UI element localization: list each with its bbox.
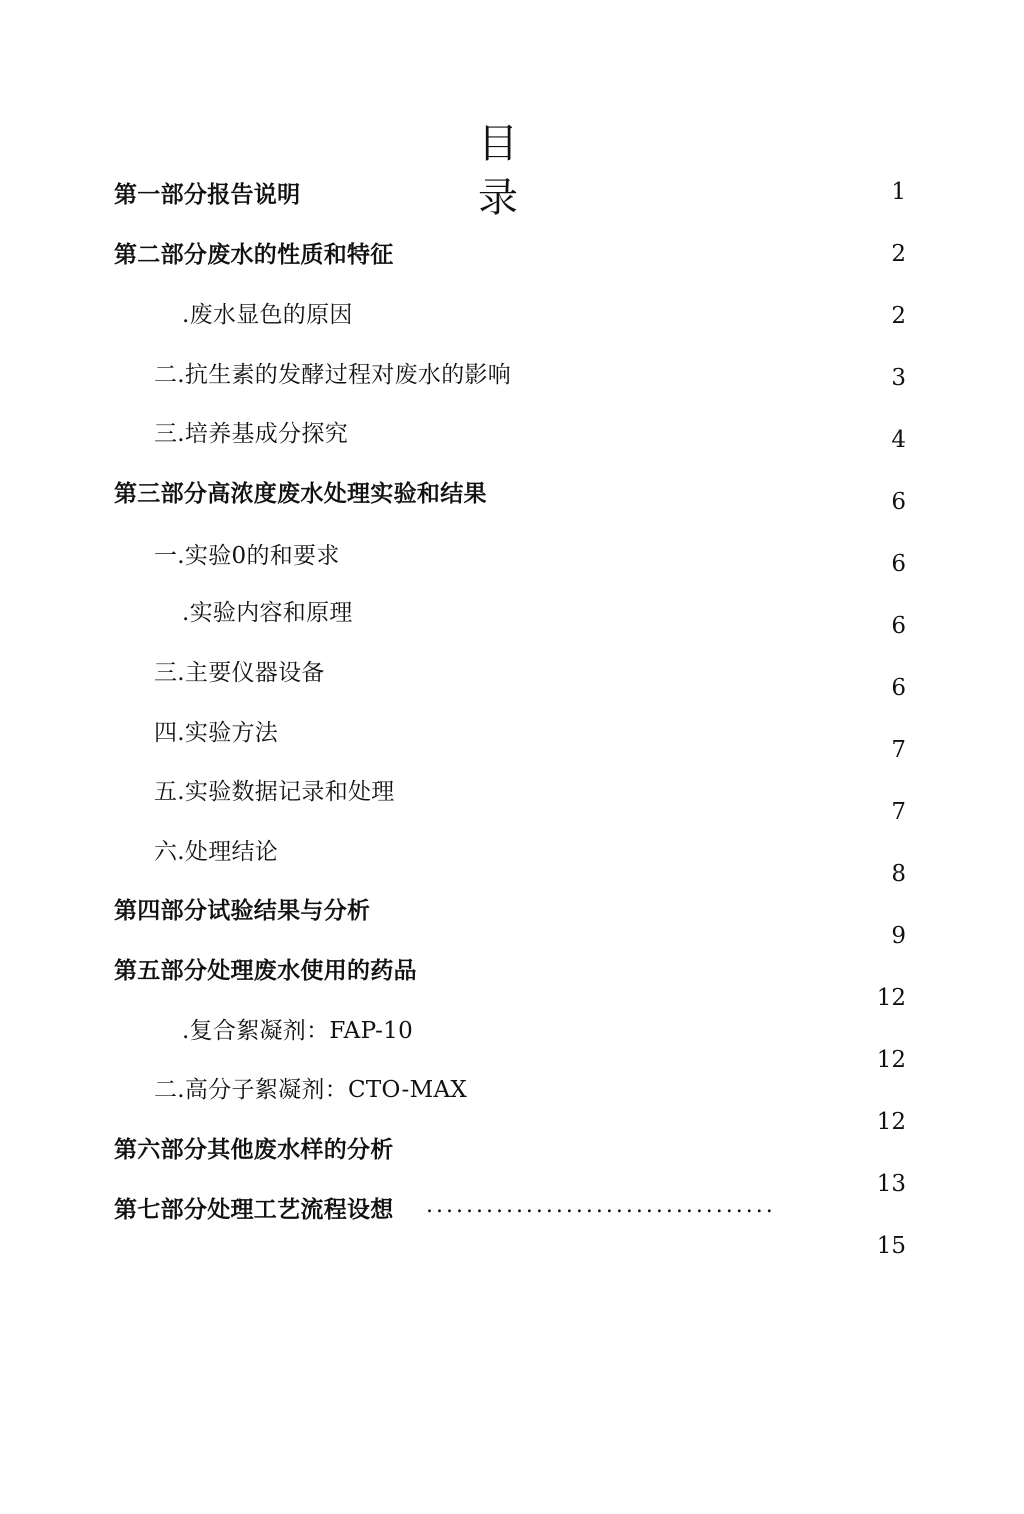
page-number: 6 — [891, 675, 906, 701]
page-number: 2 — [891, 241, 906, 267]
toc-entry-part3-sec2[interactable]: .实验内容和原理 — [182, 600, 353, 626]
toc-entry-part4[interactable]: 第四部分试验结果与分析 — [114, 897, 371, 924]
toc-entry-part2[interactable]: 第二部分废水的性质和特征 — [114, 241, 394, 268]
page-number: 6 — [891, 489, 906, 515]
toc-entry-part3-sec5[interactable]: 五.实验数据记录和处理 — [154, 779, 395, 805]
leader-dots: ................................... — [426, 1193, 776, 1218]
page-number: 9 — [891, 923, 906, 949]
toc-entry-part3-sec6[interactable]: 六.处理结论 — [154, 839, 279, 865]
page-number: 2 — [891, 303, 906, 329]
page-number: 13 — [876, 1171, 906, 1197]
toc-title-char-2: 录 — [478, 175, 518, 221]
page-number: 7 — [891, 799, 906, 825]
toc-entry-part7[interactable]: 第七部分处理工艺流程设想 — [114, 1196, 394, 1223]
page-number: 7 — [891, 737, 906, 763]
page-number: 12 — [876, 1109, 906, 1135]
page-number: 12 — [876, 985, 906, 1011]
toc-entry-part5[interactable]: 第五部分处理废水使用的药品 — [114, 957, 417, 984]
page-number: 4 — [891, 427, 906, 453]
toc-entry-part1[interactable]: 第一部分报告说明 — [114, 181, 301, 208]
toc-title-char-1: 目 — [478, 121, 518, 167]
page-number: 8 — [891, 861, 906, 887]
page-number: 12 — [876, 1047, 906, 1073]
toc-entry-part3-sec3[interactable]: 三.主要仪器设备 — [154, 660, 325, 686]
toc-entry-part5-sec2[interactable]: 二.高分子絮凝剂：CTO-MAX — [154, 1077, 468, 1103]
page-number: 6 — [891, 613, 906, 639]
page-number: 1 — [891, 179, 906, 205]
toc-entry-part3-sec1[interactable]: 一.实验0的和要求 — [154, 543, 340, 569]
page-number: 15 — [876, 1233, 906, 1259]
page-number: 6 — [891, 551, 906, 577]
toc-entry-part6[interactable]: 第六部分其他废水样的分析 — [114, 1136, 394, 1163]
toc-entry-part2-sec3[interactable]: 三.培养基成分探究 — [154, 421, 349, 447]
toc-entry-part2-sec2[interactable]: 二.抗生素的发酵过程对废水的影响 — [154, 362, 512, 388]
page-number: 3 — [891, 365, 906, 391]
toc-entry-part3[interactable]: 第三部分高浓度废水处理实验和结果 — [114, 480, 487, 507]
toc-entry-part5-sec1[interactable]: .复合絮凝剂：FAP-10 — [182, 1018, 414, 1044]
toc-entry-part3-sec4[interactable]: 四.实验方法 — [154, 720, 279, 746]
toc-entry-part2-sec1[interactable]: .废水显色的原因 — [182, 302, 353, 328]
